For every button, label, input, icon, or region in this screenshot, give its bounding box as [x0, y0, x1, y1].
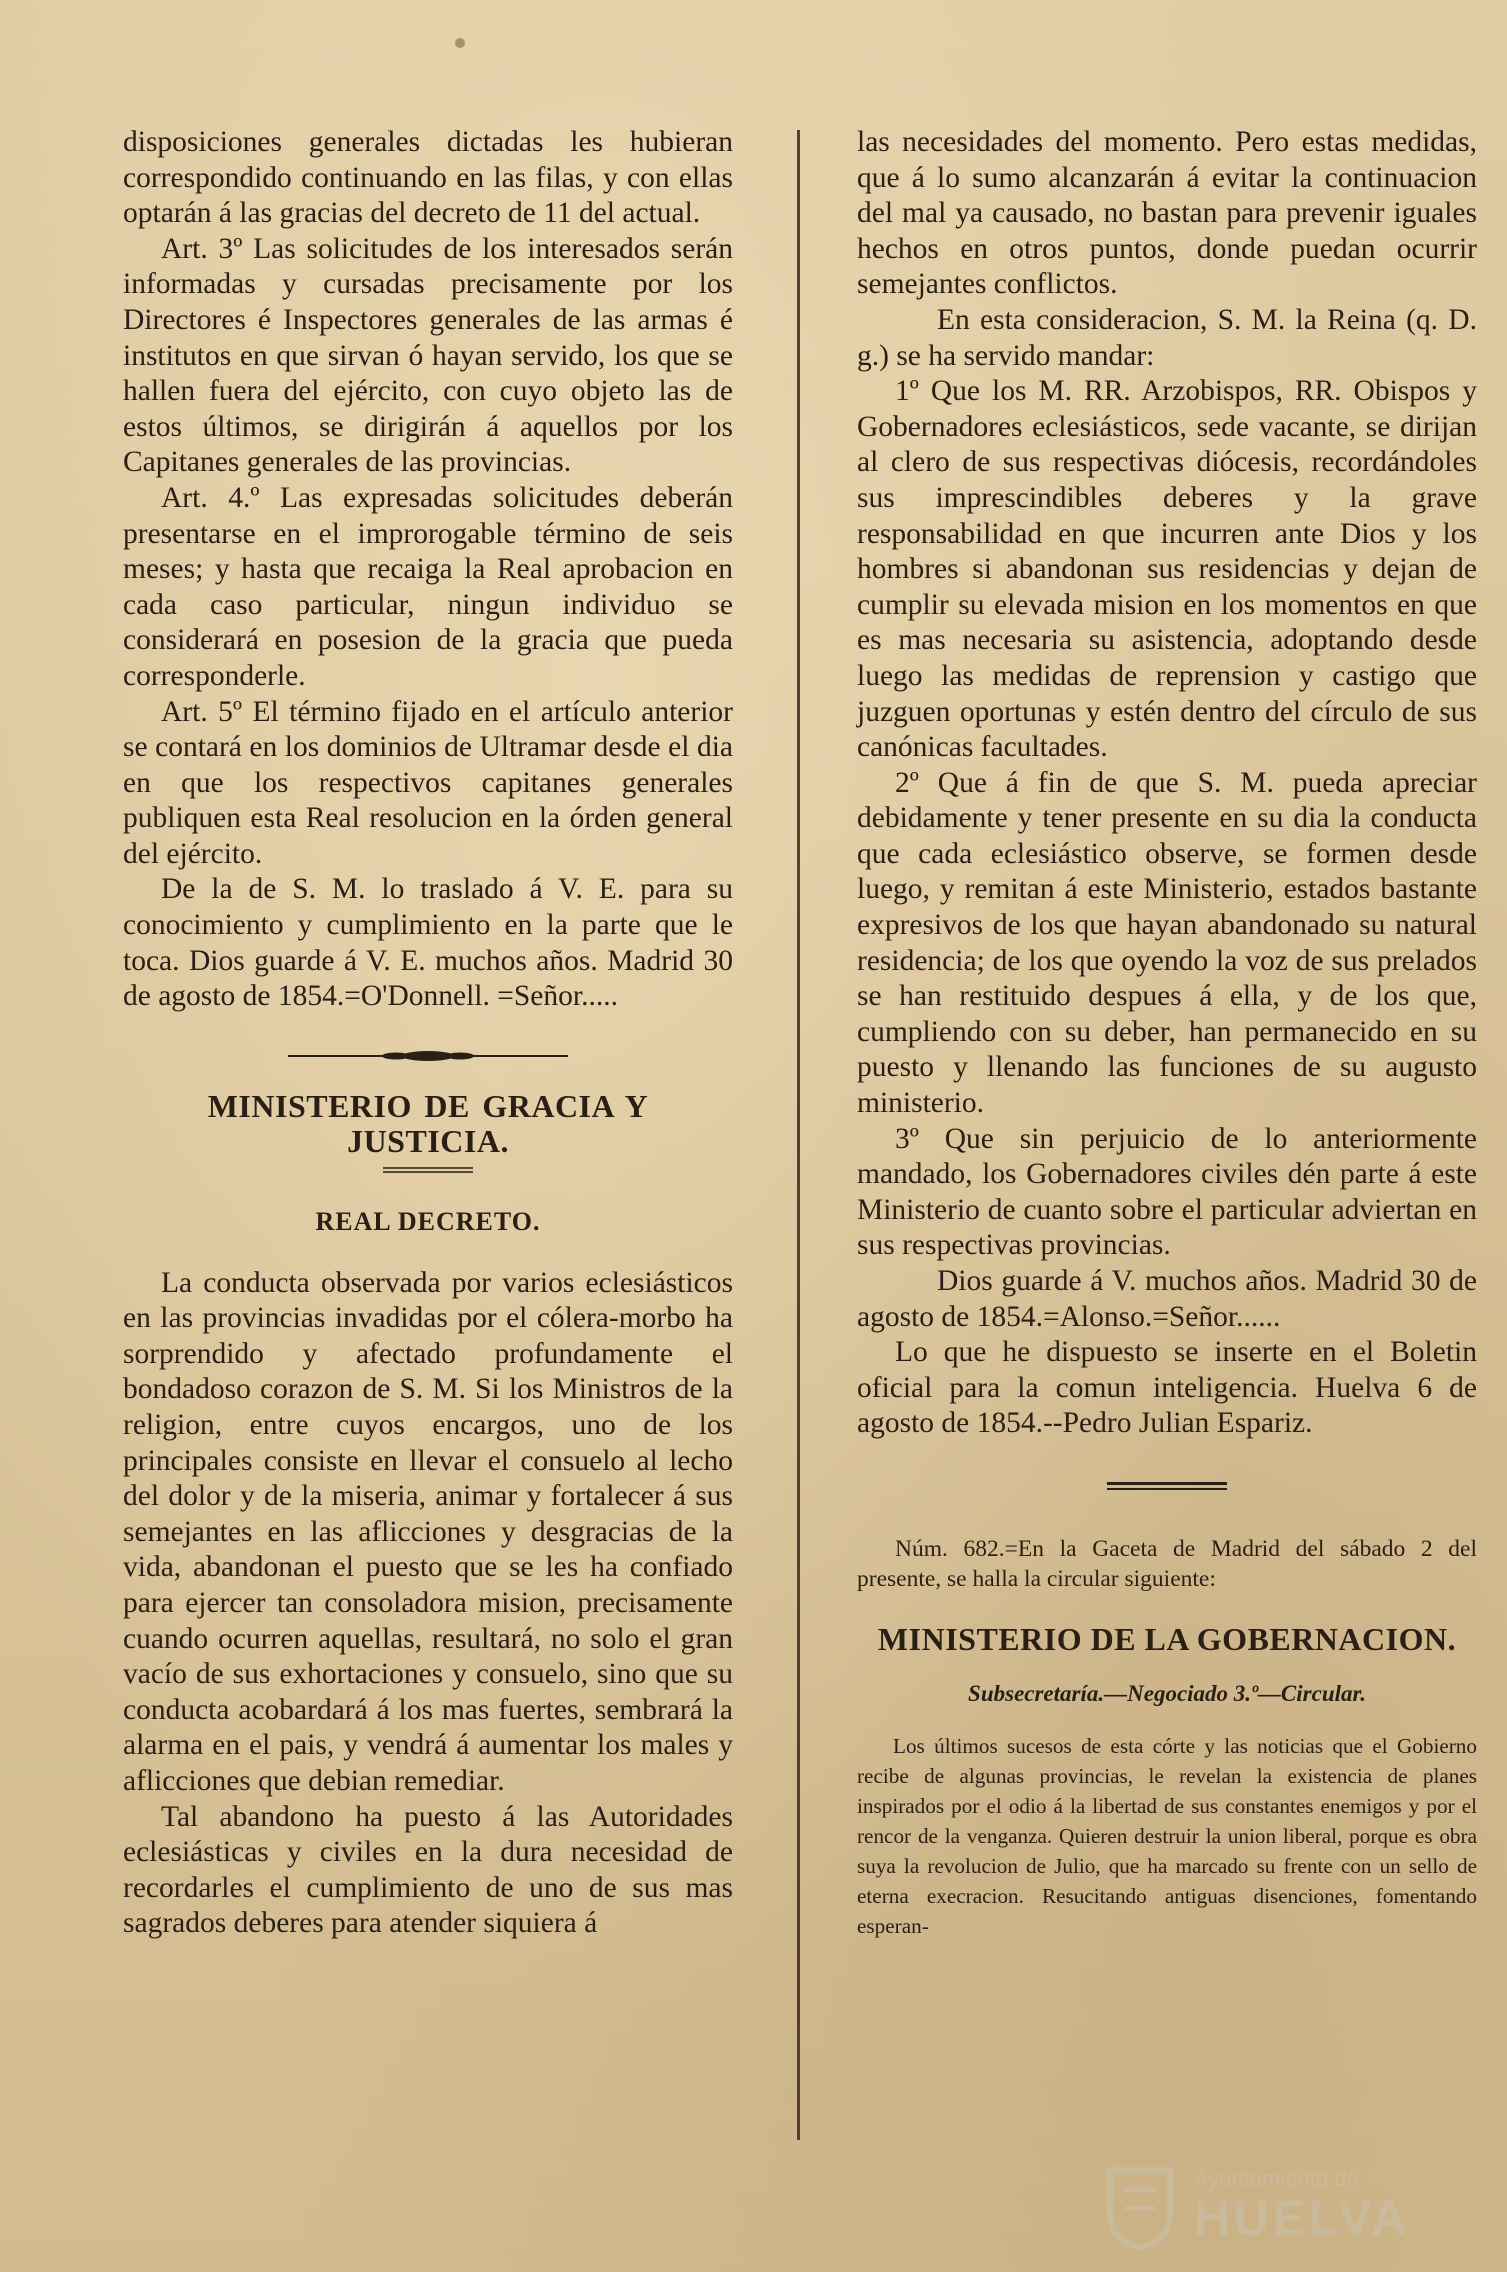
watermark-logo [1100, 2150, 1440, 2260]
ink-spot [455, 38, 465, 48]
article-4: Art. 4.º Las expresadas solicitudes deberán presentarse en el improrogable término de seis meses; y hasta que recaiga la Real aprobacion en cada caso particular, ningun individuo se considerará en posesion de la gracia que pueda corresponderle. [123, 481, 733, 692]
paragraph: En esta consideracion, S. M. la Reina (q. D. g.) se ha servido mandar: [857, 303, 1477, 372]
decree-paragraph: Tal abandono ha puesto á las Autoridades eclesiásticas y civiles en la dura necesidad de recordarles el cumplimiento de uno de sus mas sagrados deberes para atender siquiera á [123, 1800, 733, 1940]
decree-title: REAL DECRETO. [315, 1207, 541, 1237]
provision-1: 1º Que los M. RR. Arzobispos, RR. Obispos y Gobernadores eclesiásticos, sede vacante, se dirijan al clero de sus respectivas diócesis, recordándoles sus imprescindibles deberes y la grave responsabilidad en que incurren ante Dios y los hombres si abandonan sus residencias y dejan de cumplir su elevada mision en los momentos en que es mas necesaria su asistencia, adoptando desde luego las medidas de reprension y castigo que juzguen oportunas y estén dentro del círculo de sus canónicas facultades. [857, 375, 1477, 764]
decree-paragraph: La conducta observada por varios eclesiásticos en las provincias invadidas por el cólera-morbo ha sorprendido y afectado profundamente el bondadoso corazon de S. M. Si los Ministros de la religion, entre cuyos encargos, uno de los principales consiste en llevar el consuelo al lecho del dolor y de la miseria, animar y fortalecer á sus semejantes en las aflicciones y desgracias de la vida, abandonan el puesto que se les ha confiado para ejercer tan consoladora mision, precisamente cuando ocurren aquellas, resultará, no solo el gran vacío de sus exhortaciones y consuelo, sino que su conducta acobardará á los mas fuertes, sembrará la alarma en el pais, y vendrá á aumentar los males y aflicciones que debian remediar. [123, 1266, 733, 1797]
left-column [123, 125, 733, 1942]
watermark-line1: Ayuntamiento de [1194, 2166, 1359, 2191]
article-5: Art. 5º El término fijado en el artículo anterior se contará en los dominios de Ultramar desde el dia en que los respectivos capitanes generales publiquen esta Real resolucion en la órden general del ejército. [123, 695, 733, 870]
watermark-line2: HUELVA [1194, 2190, 1411, 2246]
closing-paragraph: De la de S. M. lo traslado á V. E. para su conocimiento y cumplimiento en la parte que le toca. Dios guarde á V. E. muchos años. Madrid 30 de agosto de 1854.=O'Donnell. =Señor..... [123, 873, 733, 1013]
paragraph: las necesidades del momento. Pero estas medidas, que á lo sumo alcanzarán á evitar la continuacion del mal ya causado, no bastan para prevenir iguales hechos en otros puntos, donde puedan ocurrir semejantes conflictos. [857, 126, 1477, 301]
ministry-title: MINISTERIO DE LA GOBERNACION. [877, 1620, 1457, 1657]
ornamental-rule [123, 1049, 733, 1063]
crest-icon [1100, 2160, 1180, 2250]
provision-3: 3º Que sin perjuicio de lo anteriormente mandado, los Gobernadores civiles dén parte á este Ministerio de cuanto sobre el particular adviertan en sus respectivas provincias. [857, 1122, 1477, 1262]
right-column [857, 125, 1477, 1941]
short-double-rule [123, 1166, 733, 1174]
column-divider [797, 130, 800, 2140]
publication-paragraph: Lo que he dispuesto se inserte en el Boletin oficial para la comun inteligencia. Huelva 6 de agosto de 1854.--Pedro Julian Espariz. [857, 1336, 1477, 1440]
article-3: Art. 3º Las solicitudes de los interesados serán informadas y cursadas precisamente por los Directores é Inspectores generales de las armas é institutos en que sirvan ó hayan servido, los que se hallen fuera del ejército, con cuyo objeto las de estos últimos, se dirigirán á aquellos por los Capitanes generales de las provincias. [123, 232, 733, 479]
paragraph: disposiciones generales dictadas les hubieran correspondido continuando en las filas, y con ellas optarán á las gracias del decreto de 11 del actual. [123, 126, 733, 230]
circular-text: Los últimos sucesos de esta córte y las noticias que el Gobierno recibe de algunas provincias, le revelan la existencia de planes inspirados por el odio á la libertad de sus constantes enemigos y por el rencor de la venganza. Quieren destruir la union liberal, porque es obra suya la revolucion de Julio, que ha marcado su frente con un sello de eterna execracion. Resucitando antiguas disenciones, fomentando esperan- [857, 1734, 1477, 1939]
circular-heading: Subsecretaría.—Negociado 3.º—Circular. [968, 1680, 1366, 1706]
provision-2: 2º Que á fin de que S. M. pueda apreciar debidamente y tener presente en su dia la conducta que cada eclesiástico observe, se formen desde luego, y remitan á este Ministerio, estados bastante expresivos de los que hayan abandonado su natural residencia; de los que oyendo la voz de sus prelados se han restituido despues á ella, y de los que, cumpliendo con su deber, han permanecido en su puesto y llenando las funciones de su augusto ministerio. [857, 766, 1477, 1120]
signature-paragraph: Dios guarde á V. muchos años. Madrid 30 de agosto de 1854.=Alonso.=Señor...... [857, 1265, 1477, 1333]
thick-rule [857, 1480, 1477, 1492]
ministry-title: MINISTERIO DE GRACIA Y JUSTICIA. [207, 1087, 649, 1160]
notice-line: Núm. 682.=En la Gaceta de Madrid del sábado 2 del presente, se halla la circular siguiente: [857, 1535, 1477, 1592]
